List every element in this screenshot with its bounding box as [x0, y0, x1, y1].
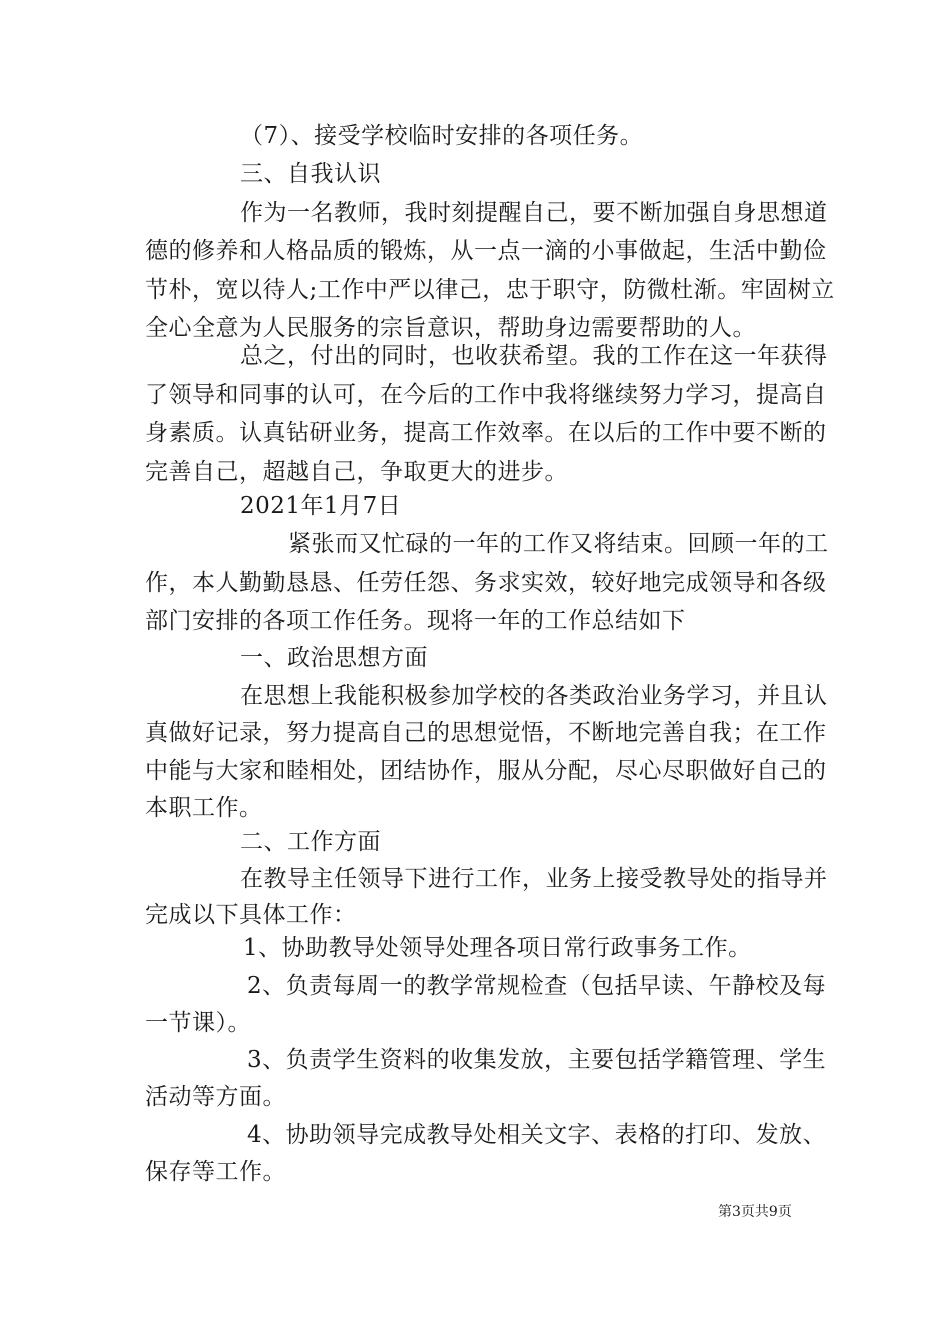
paragraph-line: 部门安排的各项工作任务。现将一年的工作总结如下: [145, 608, 686, 634]
paragraph-line: 作为一名教师，我时刻提醒自己，要不断加强自身思想道: [240, 200, 828, 226]
paragraph-line: 保存等工作。: [145, 1159, 286, 1185]
section-heading: 三、自我认识: [240, 161, 381, 187]
paragraph-line: 中能与大家和睦相处，团结协作，服从分配，尽心尽职做好自己的: [145, 758, 827, 784]
section-heading: 一、政治思想方面: [240, 645, 428, 671]
paragraph-line: 活动等方面。: [145, 1084, 286, 1110]
paragraph-line: 全心全意为人民服务的宗旨意识，帮助身边需要帮助的人。: [145, 315, 756, 341]
paragraph-line: 节朴，宽以待人;工作中严以律己，忠于职守，防微杜渐。牢固树立: [145, 277, 835, 303]
paragraph-line: 紧张而又忙碌的一年的工作又将结束。回顾一年的工: [288, 531, 829, 557]
paragraph-line: 在思想上我能积极参加学校的各类政治业务学习，并且认: [240, 683, 828, 709]
paragraph-line: 德的修养和人格品质的锻炼，从一点一滴的小事做起，生活中勤俭: [145, 238, 827, 264]
paragraph-line: 完善自己，超越自己，争取更大的进步。: [145, 459, 568, 485]
paragraph-line: （7）、接受学校临时安排的各项任务。: [240, 123, 644, 149]
paragraph-line: 了领导和同事的认可，在今后的工作中我将继续努力学习，提高自: [145, 382, 827, 408]
paragraph-line: 总之，付出的同时，也收获希望。我的工作在这一年获得: [240, 343, 828, 369]
paragraph-line: 完成以下具体工作：: [145, 902, 357, 928]
paragraph-line: 身素质。认真钻研业务，提高工作效率。在以后的工作中要不断的: [145, 420, 827, 446]
paragraph-line: 真做好记录，努力提高自己的思想觉悟，不断地完善自我；在工作: [145, 720, 827, 746]
list-item: 4、协助领导完成教导处相关文字、表格的打印、发放、: [247, 1122, 827, 1148]
date-line: 2021年1月7日: [240, 493, 402, 519]
paragraph-line: 在教导主任领导下进行工作，业务上接受教导处的指导并: [240, 866, 828, 892]
page-number: 第3页共9页: [718, 1204, 792, 1220]
list-item: 2、负责每周一的教学常规检查（包括早读、午静校及每: [247, 973, 827, 999]
section-heading: 二、工作方面: [240, 829, 381, 855]
paragraph-line: 一节课）。: [145, 1010, 251, 1036]
paragraph-line: 作，本人勤勤恳恳、任劳任怨、务求实效，较好地完成领导和各级: [145, 570, 827, 596]
list-item: 3、负责学生资料的收集发放，主要包括学籍管理、学生: [247, 1047, 827, 1073]
list-item: 1、协助教导处领导处理各项日常行政事务工作。: [243, 935, 752, 961]
paragraph-line: 本职工作。: [145, 795, 263, 821]
